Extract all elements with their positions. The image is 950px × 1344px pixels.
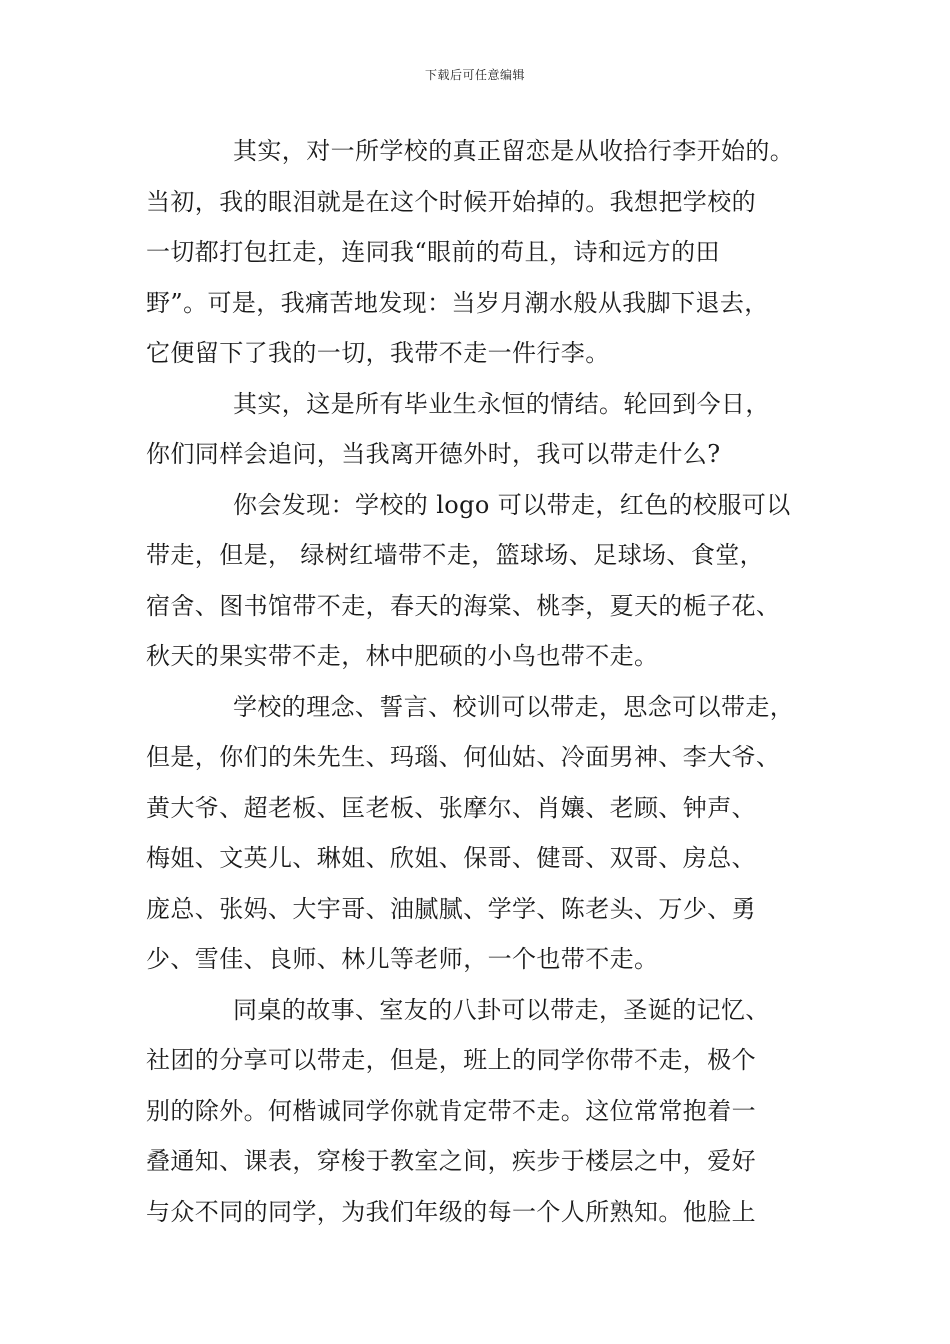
paragraph-line: 其实，对一所学校的真正留恋是从收拾行李开始的。 [233,137,795,165]
paragraph-line: 少、雪佳、良师、林儿等老师，一个也带不走。 [146,945,659,973]
paragraph-line: 同桌的故事、室友的八卦可以带走，圣诞的记忆、 [233,995,770,1024]
paragraph-line: 它便留下了我的一切，我带不走一件行李。 [146,339,610,367]
body-text [146,126,826,1237]
paragraph-line: 你会发现：学校的 logo 可以带走，红色的校服可以 [233,490,791,519]
header-note: 下载后可任意编辑 [424,68,525,82]
paragraph-line: 当初，我的眼泪就是在这个时候开始掉的。我想把学校的 [146,187,756,216]
paragraph-line: 社团的分享可以带走，但是，班上的同学你带不走，极个 [146,1046,756,1074]
paragraph-line: 梅姐、文英儿、琳姐、欣姐、保哥、健哥、双哥、房总、 [146,844,756,872]
paragraph-line: 野”。可是，我痛苦地发现：当岁月潮水般从我脚下退去， [146,288,769,317]
paragraph-line: 其实，这是所有毕业生永恒的情结。轮回到今日， [233,389,770,418]
paragraph-line: 与众不同的同学，为我们年级的每一个人所熟知。他脸上 [146,1197,756,1226]
paragraph-line: 庞总、张妈、大宇哥、油腻腻、学学、陈老头、万少、勇 [146,894,756,923]
paragraph-line: 宿舍、图书馆带不走，春天的海棠、桃李，夏天的栀子花、 [146,591,781,620]
paragraph-line: 带走，但是， 绿树红墙带不走，篮球场、足球场、食堂， [146,541,765,569]
paragraph-line: 学校的理念、誓言、校训可以带走，思念可以带走， [233,692,795,721]
paragraph-line: 别的除外。何楷诚同学你就肯定带不走。这位常常抱着一 [146,1096,756,1125]
paragraph-line: 你们同样会追问，当我离开德外时，我可以带走什么? [146,440,721,468]
paragraph-line: 黄大爷、超老板、匡老板、张摩尔、肖孃、老顾、钟声、 [146,793,756,822]
paragraph-line: 叠通知、课表，穿梭于教室之间，疾步于楼层之中，爱好 [146,1147,756,1175]
paragraph-line: 但是，你们的朱先生、玛瑙、何仙姑、冷面男神、李大爷、 [146,743,781,771]
paragraph-line: 秋天的果实带不走，林中肥硕的小鸟也带不走。 [146,642,659,670]
paragraph-line: 一切都打包扛走，连同我“眼前的苟且，诗和远方的田 [146,238,720,266]
